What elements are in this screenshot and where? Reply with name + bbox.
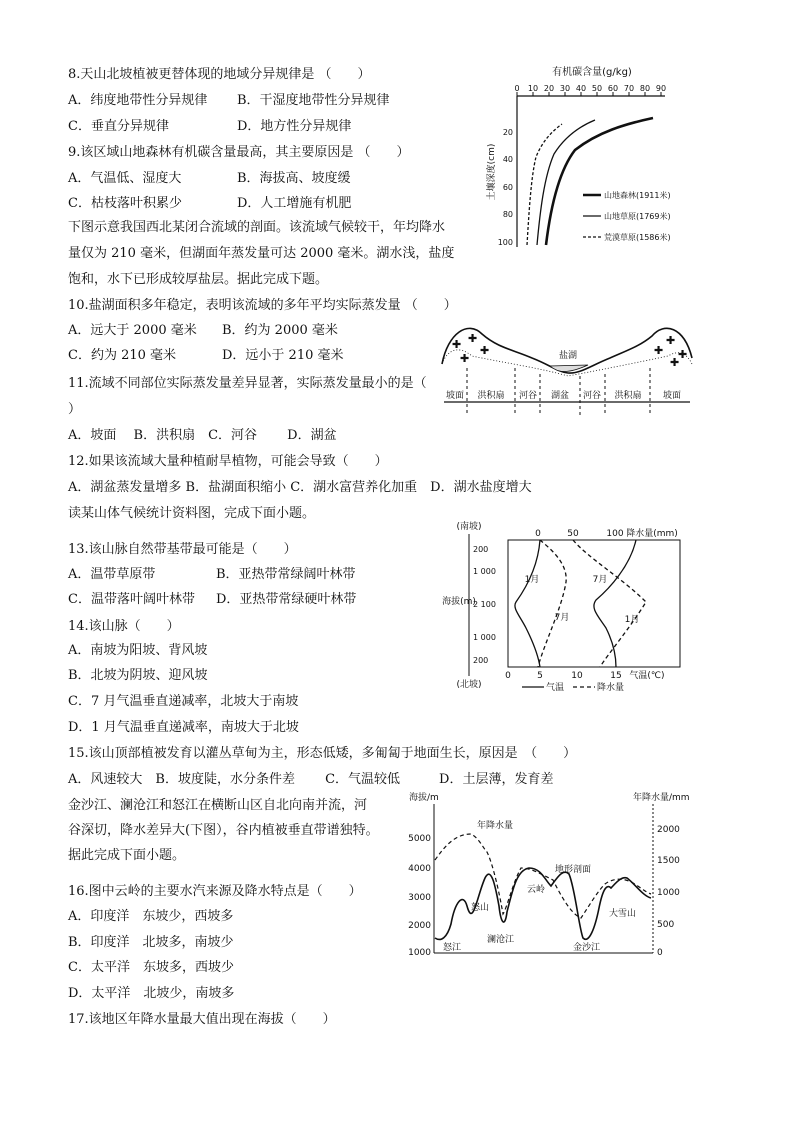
basin-intro-line1: 下图示意我国西北某闭合流域的剖面。该流域气候较干，年均降水	[68, 220, 446, 235]
q8-stem: 8.天山北坡植被更替体现的地域分异规律是 （ ）	[68, 67, 371, 82]
q9-option-a: A．气温低、湿度大	[68, 171, 182, 186]
q8-option-a: A．纬度地带性分异规律	[68, 93, 208, 108]
altitude-tick: 2000	[408, 921, 431, 931]
right-axis-title: 年降水量/mm	[633, 793, 690, 803]
zone-label: 湖盆	[550, 391, 570, 401]
carbon-curve-forest	[546, 118, 653, 245]
precip-tick: 2000	[657, 825, 680, 835]
q13-option-d: D．亚热带常绿硬叶林带	[216, 592, 357, 607]
q15-options: A．风速较大 B．坡度陡，水分条件差 C．气温较低 D．土层薄，发育差	[68, 772, 554, 787]
precip-tick: 1500	[657, 856, 680, 866]
carbon-y-tick: 20	[502, 128, 513, 137]
altitude-tick: 1 000	[473, 567, 496, 576]
precip-axis-title: 降水量(mm)	[626, 529, 678, 539]
q12-options: A．湖盆蒸发量增多 B．盐湖面积缩小 C．湖水富营养化加重 D．湖水盐度增大	[68, 480, 532, 495]
carbon-x-tick: 30	[559, 84, 571, 93]
q14-option-a: A．南坡为阳坡、背风坡	[68, 643, 208, 658]
q16-option-d: D．太平洋 北坡少，南坡多	[68, 986, 235, 1001]
curve-label: 7月	[592, 575, 608, 585]
hengduan-intro-line3: 据此完成下面小题。	[68, 848, 186, 863]
zone-label: 坡面	[445, 391, 465, 401]
q10-option-a: A．远大于 2000 毫米	[68, 323, 197, 338]
q13-option-c: C．温带落叶阔叶林带	[68, 592, 195, 607]
q10-option-b: B．约为 2000 毫米	[222, 323, 338, 338]
q17-stem: 17.该地区年降水量最大值出现在海拔（ ）	[68, 1012, 336, 1027]
q12-stem: 12.如果该流域大量种植耐旱植物，可能会导致（ ）	[68, 454, 388, 469]
altitude-tick: 2 100	[473, 600, 496, 609]
zone-label: 洪积扇	[477, 391, 505, 401]
precip-curve-jan	[573, 540, 646, 667]
zone-label: 河谷	[582, 391, 602, 401]
daxueshan-label: 大雪山	[609, 909, 637, 919]
carbon-y-tick: 40	[502, 155, 513, 164]
carbon-y-tick: 80	[502, 210, 513, 219]
carbon-x-tick: 40	[575, 84, 587, 93]
precip-tick: 0	[657, 948, 663, 958]
q10-option-d: D．远小于 210 毫米	[222, 348, 344, 363]
q9-option-b: B．海拔高、坡度缓	[237, 171, 351, 186]
carbon-x-tick: 60	[607, 84, 619, 93]
nujiang-label: 怒江	[443, 943, 462, 953]
carbon-legend-desert-steppe: 荒漠草原(1586米)	[604, 233, 671, 242]
north-slope-label: (北坡)	[456, 680, 482, 690]
q11-options: A．坡面 B．洪积扇 C．河谷 D．湖盆	[68, 428, 337, 443]
temp-tick: 15	[610, 671, 622, 681]
altitude-tick: 5000	[408, 834, 431, 844]
curve-label: 1月	[524, 575, 540, 585]
carbon-legend-forest: 山地森林(1911米)	[604, 191, 671, 200]
carbon-x-tick: 10	[527, 84, 539, 93]
carbon-figure	[480, 62, 680, 257]
carbon-y-title: 土壤深度(cm)	[487, 143, 497, 201]
q9-option-c: C．枯枝落叶积累少	[68, 196, 182, 211]
altitude-tick: 3000	[408, 893, 431, 903]
temp-curve-jul	[594, 540, 636, 667]
legend-precip: 降水量	[597, 683, 625, 693]
carbon-x-tick: 80	[639, 84, 651, 93]
carbon-x-tick: 70	[623, 84, 635, 93]
q16-option-a: A．印度洋 东坡少，西坡多	[68, 909, 234, 924]
q13-option-b: B．亚热带常绿阔叶林带	[216, 567, 356, 582]
q13-stem: 13.该山脉自然带基带最可能是（ ）	[68, 542, 297, 557]
q9-option-d: D．人工增施有机肥	[237, 196, 352, 211]
q14-stem: 14.该山脉（ ）	[68, 619, 180, 634]
basin-profile-figure	[440, 318, 696, 424]
svg-text:✚: ✚	[678, 348, 688, 361]
basin-intro-line2: 量仅为 210 毫米，但湖面年蒸发量可达 2000 毫米。湖水浅，盐度	[68, 246, 455, 261]
lancangjiang-label: 澜沧江	[487, 935, 515, 945]
svg-text:✚: ✚	[468, 332, 478, 345]
altitude-tick: 4000	[408, 864, 431, 874]
q9-stem: 9.该区域山地森林有机碳含量最高，其主要原因是 （ ）	[68, 145, 410, 160]
temp-tick: 5	[537, 671, 543, 681]
carbon-curve-steppe	[537, 120, 595, 245]
q8-option-b: B．干湿度地带性分异规律	[237, 93, 390, 108]
temp-axis-title: 气温(℃)	[629, 671, 665, 681]
legend-temp: 气温	[546, 683, 565, 693]
svg-text:✚: ✚	[452, 338, 462, 351]
q14-option-d: D．1 月气温垂直递减率，南坡大于北坡	[68, 720, 299, 735]
mountain-climate-figure	[440, 516, 690, 694]
nushan-label: 怒山	[471, 903, 490, 913]
temp-tick: 10	[571, 671, 583, 681]
precip-tick: 50	[567, 529, 579, 539]
svg-text:✚: ✚	[666, 334, 676, 347]
precip-tick: 0	[535, 529, 541, 539]
q14-option-b: B．北坡为阴坡、迎风坡	[68, 668, 208, 683]
curve-label: 1月	[624, 615, 640, 625]
carbon-y-tick: 60	[502, 183, 513, 192]
precip-tick: 1000	[657, 888, 680, 898]
hengduan-intro-line2: 谷深切，降水差异大(下图），谷内植被垂直带谱独特。	[68, 823, 379, 838]
curve-label: 7月	[554, 613, 570, 623]
altitude-tick: 200	[473, 545, 489, 554]
temp-tick: 0	[505, 671, 511, 681]
q10-stem: 10.盐湖面积多年稳定，表明该流域的多年平均实际蒸发量 （ ）	[68, 298, 457, 313]
south-slope-label: (南坡)	[456, 522, 482, 532]
hengduan-intro-line1: 金沙江、澜沧江和怒江在横断山区自北向南并流，河	[68, 798, 368, 813]
left-axis-title: 海拔/m	[409, 793, 439, 803]
q11-stem-end: ）	[68, 402, 82, 417]
hengduan-profile-figure	[405, 788, 690, 960]
jinshajiang-label: 金沙江	[573, 943, 601, 953]
salt-lake-label: 盐湖	[558, 351, 578, 361]
q15-stem: 15.该山顶部植被发育以灌丛草甸为主，形态低矮，多匍匐于地面生长，原因是 （ ）	[68, 746, 577, 761]
yunling-label: 云岭	[527, 885, 546, 895]
svg-text:✚: ✚	[480, 344, 490, 357]
svg-text:✚: ✚	[460, 352, 470, 365]
q10-option-c: C．约为 210 毫米	[68, 348, 177, 363]
zone-label: 河谷	[518, 391, 538, 401]
precip-curve-jul	[538, 540, 566, 667]
precip-tick: 100	[606, 529, 624, 539]
q14-option-c: C．7 月气温垂直递减率，北坡大于南坡	[68, 694, 299, 709]
zone-label: 坡面	[662, 391, 682, 401]
q16-option-c: C．太平洋 东坡多，西坡少	[68, 960, 234, 975]
altitude-tick: 1 000	[473, 633, 496, 642]
altitude-tick: 1000	[408, 948, 431, 958]
precip-tick: 500	[657, 920, 675, 930]
q16-option-b: B．印度洋 北坡多，南坡少	[68, 935, 234, 950]
altitude-title: 海拔(m)	[442, 597, 476, 607]
carbon-x-tick: 50	[591, 84, 603, 93]
carbon-x-tick: 20	[543, 84, 555, 93]
carbon-x-tick: 0	[514, 84, 520, 93]
q13-option-a: A．温带草原带	[68, 567, 156, 582]
carbon-x-tick: 90	[655, 84, 667, 93]
svg-text:✚: ✚	[654, 344, 664, 357]
precip-label: 年降水量	[477, 821, 514, 831]
carbon-title: 有机碳含量(g/kg)	[552, 67, 632, 78]
altitude-tick: 200	[473, 656, 489, 665]
carbon-y-tick: 100	[497, 238, 513, 247]
basin-intro-line3: 饱和，水下已形成较厚盐层。据此完成下题。	[68, 272, 329, 287]
carbon-legend-steppe: 山地草原(1769米)	[604, 212, 671, 221]
terrain-label: 地形剖面	[555, 865, 592, 875]
q8-option-c: C．垂直分异规律	[68, 119, 169, 134]
q11-stem: 11.流域不同部位实际蒸发量差异显著，实际蒸发量最小的是（	[68, 376, 427, 391]
svg-text:✚: ✚	[670, 356, 680, 369]
temp-curve-jan	[515, 540, 540, 667]
mountain-intro: 读某山体气候统计资料图，完成下面小题。	[68, 506, 316, 521]
q8-option-d: D．地方性分异规律	[237, 119, 352, 134]
zone-label: 洪积扇	[614, 391, 642, 401]
q16-stem: 16.图中云岭的主要水汽来源及降水特点是（ ）	[68, 884, 362, 899]
